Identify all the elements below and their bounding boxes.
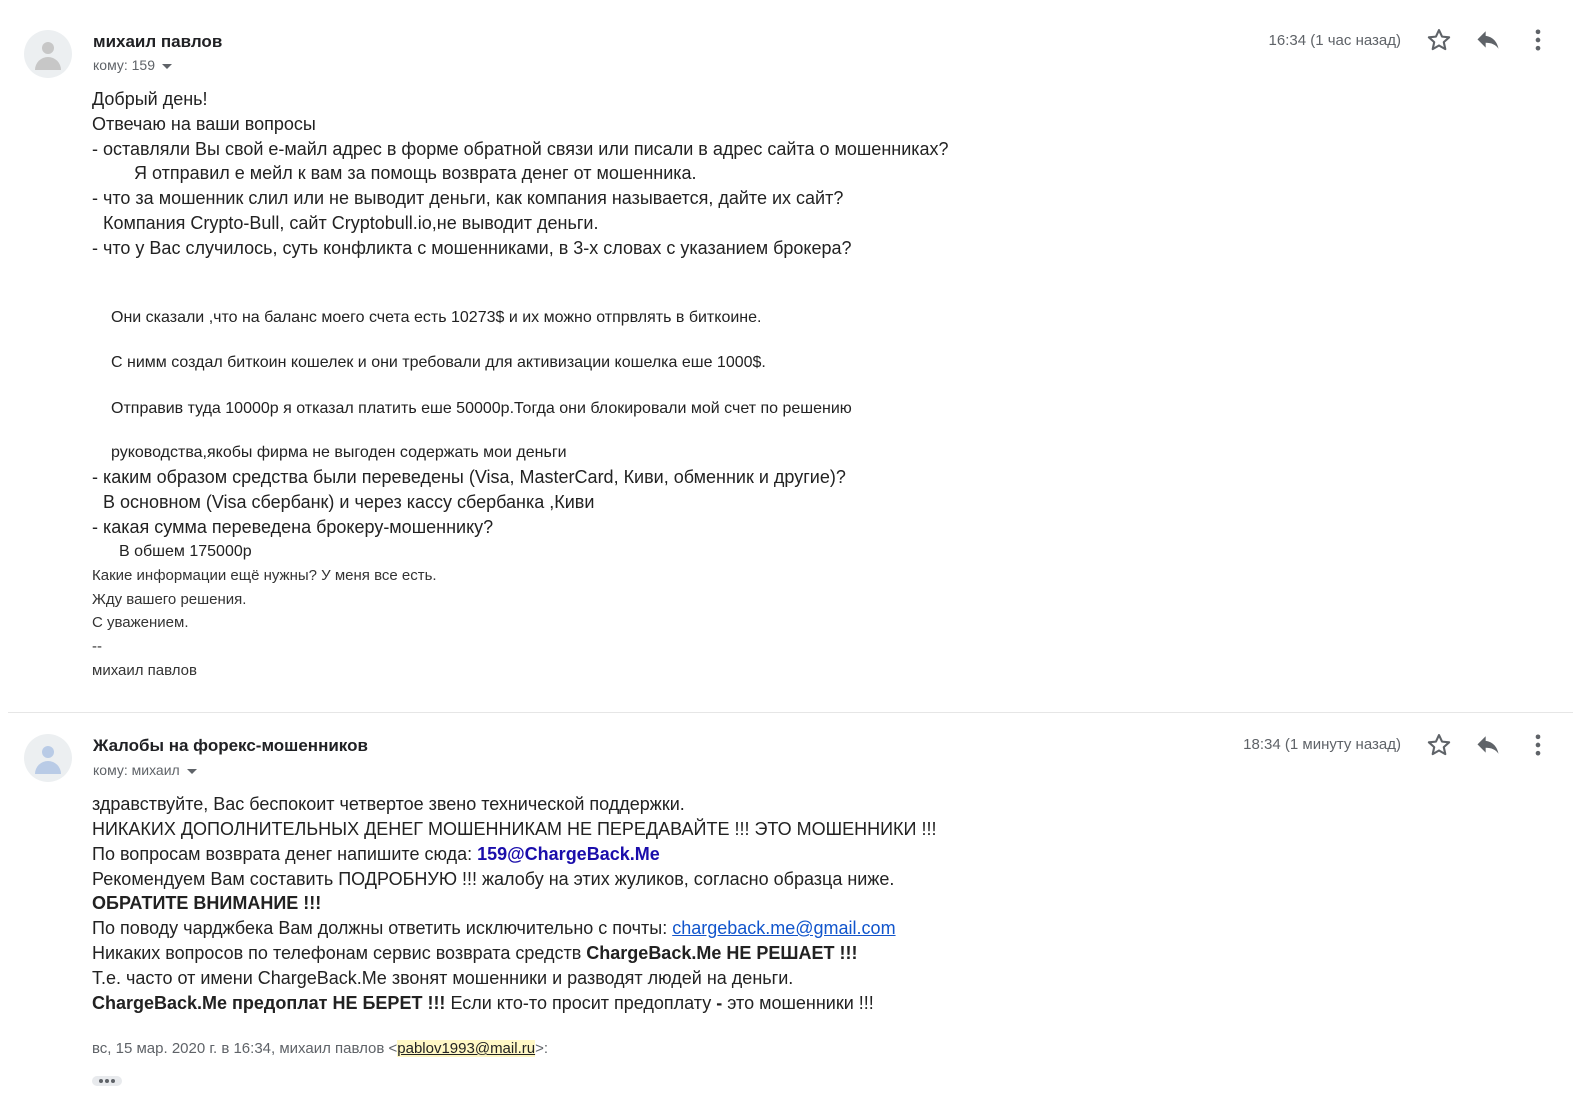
chevron-down-icon[interactable] [187, 769, 197, 774]
body-line: - что за мошенник слил или не выводит деньги, как компания называется, дайте их сайт? [92, 188, 844, 208]
message-timestamp: 18:34 (1 минуту назад) [1243, 736, 1401, 753]
body-line: В обшем 175000р [119, 543, 252, 560]
body-line: Они сказали ,что на баланс моего счета есть 10273$ и их можно отпрвлять в биткоине. [111, 309, 762, 326]
body-line: - что у Вас случилось, суть конфликта с мошенниками, в 3-х словах с указанием брокера? [92, 238, 852, 258]
body-line: ОБРАТИТЕ ВНИМАНИЕ !!! [92, 893, 322, 913]
sender-name: михаил павлов [93, 32, 223, 51]
body-line: здравствуйте, Вас беспокоит четвертое звено технической поддержки. [92, 794, 685, 814]
recipient-label: кому: михаил [93, 762, 180, 778]
reply-icon[interactable] [1474, 731, 1502, 759]
body-line: Добрый день! [92, 89, 208, 109]
signature-name: михаил павлов [92, 662, 197, 679]
body-line: С уважением. [92, 614, 189, 631]
more-vert-icon[interactable] [1524, 26, 1552, 54]
sender-avatar [24, 30, 72, 78]
recipient-line[interactable] [93, 57, 172, 73]
body-line: Рекомендуем Вам составить ПОДРОБНУЮ !!! жалобу на этих жуликов, согласно образца ниже. [92, 869, 895, 889]
body-line: По поводу чарджбека Вам должны ответить исключительно с почты: chargeback.me@gmail.com [92, 918, 896, 938]
body-line: - какая сумма переведена брокеру-мошеннику? [92, 517, 494, 537]
body-line: ChargeBack.Me предоплат НЕ БЕРЕТ !!! Если кто-то просит предоплату - это мошенники !!! [92, 993, 874, 1013]
body-line: Т.е. часто от имени ChargeBack.Me звонят мошенники и разводят людей на деньги. [92, 968, 794, 988]
recipient-line[interactable] [93, 762, 197, 778]
star-icon[interactable] [1425, 26, 1453, 54]
chevron-down-icon[interactable] [162, 64, 172, 69]
body-line: руководства,якобы фирма не выгоден содержать мои деньги [111, 444, 567, 461]
signature-separator: -- [92, 638, 102, 655]
body-line: Никаких вопросов по телефонам сервис возврата средств ChargeBack.Me НЕ РЕШАЕТ !!! [92, 943, 858, 963]
gmail-address-link[interactable]: chargeback.me@gmail.com [672, 918, 896, 938]
body-line: Отправив туда 10000р я отказал платить еше 50000р.Тогда они блокировали мой счет по решению [111, 400, 852, 417]
support-email-link[interactable]: 159@ChargeBack.Me [477, 844, 660, 864]
body-line: Компания Crypto-Bull, сайт Cryptobull.io,не выводит деньги. [103, 213, 599, 233]
body-line: В основном (Visa сбербанк) и через кассу сбербанка ,Киви [103, 492, 595, 512]
body-line: Какие информации ещё нужны? У меня все есть. [92, 567, 437, 584]
more-vert-icon[interactable] [1524, 731, 1552, 759]
person-icon [42, 42, 54, 54]
body-line: НИКАКИХ ДОПОЛНИТЕЛЬНЫХ ДЕНЕГ МОШЕННИКАМ НЕ ПЕРЕДАВАЙТЕ !!! ЭТО МОШЕННИКИ !!! [92, 819, 937, 839]
sender-avatar [24, 734, 72, 782]
body-line: - оставляли Вы свой e-майл адрес в форме обратной связи или писали в адрес сайта о мошенниках? [92, 139, 949, 159]
sender-name: Жалобы на форекс-мошенников [93, 736, 368, 755]
message-divider [8, 712, 1573, 713]
person-icon [42, 746, 54, 758]
body-line: Жду вашего решения. [92, 591, 247, 608]
quoted-email-link[interactable]: pablov1993@mail.ru [397, 1040, 536, 1057]
quoted-header: вс, 15 мар. 2020 г. в 16:34, михаил павлов <pablov1993@mail.ru>: [92, 1040, 549, 1057]
body-line: С нимм создал биткоин кошелек и они требовали для активизации кошелка еше 1000$. [111, 354, 766, 371]
message-timestamp: 16:34 (1 час назад) [1268, 32, 1401, 49]
reply-icon[interactable] [1474, 26, 1502, 54]
body-line: Я отправил е мейл к вам за помощь возврата денег от мошенника. [134, 163, 697, 183]
body-line: По вопросам возврата денег напишите сюда: 159@ChargeBack.Me [92, 844, 660, 864]
star-icon[interactable] [1425, 731, 1453, 759]
show-trimmed-content-icon[interactable] [92, 1076, 122, 1086]
recipient-label: кому: 159 [93, 57, 155, 73]
body-line: Отвечаю на ваши вопросы [92, 114, 316, 134]
body-line: - каким образом средства были переведены (Visa, MasterCard, Киви, обменник и другие)? [92, 467, 846, 487]
email-message-2 [0, 714, 1581, 1100]
